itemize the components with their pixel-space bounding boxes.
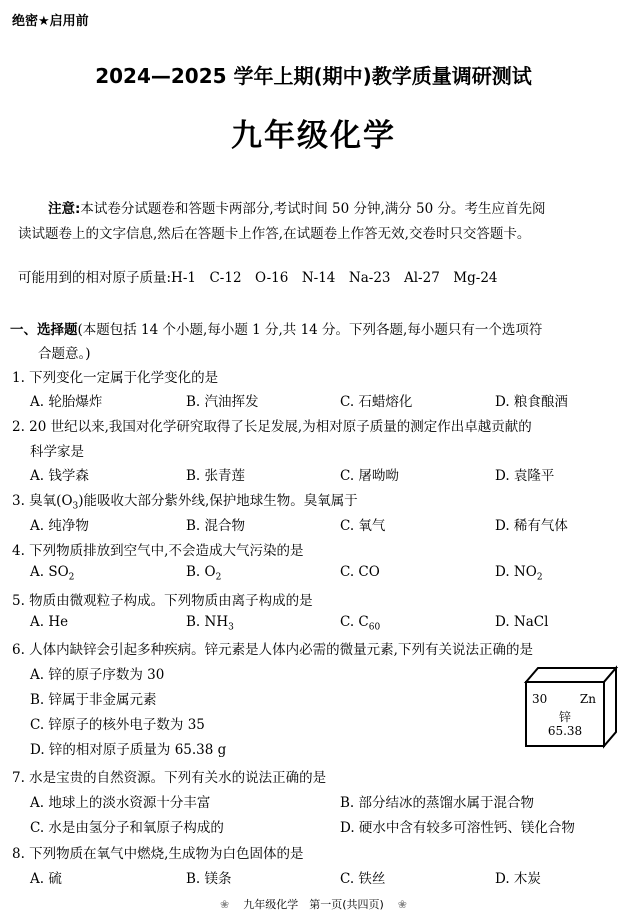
q2-option-c: C. 屠呦呦 xyxy=(340,468,399,484)
q4-option-d xyxy=(495,564,543,583)
q5-option-d: D. NaCl xyxy=(495,614,549,630)
section1-title: 一、选择题 xyxy=(10,322,78,338)
subject-title: 九年级化学 xyxy=(231,118,396,154)
footer-text: 九年级化学 第一页(共四页) xyxy=(243,898,384,911)
q5-b-text: B. NH xyxy=(186,614,229,630)
q5-option-b xyxy=(186,614,234,633)
q1-option-c: C. 石蜡熔化 xyxy=(340,394,413,410)
notice-label: 注意: xyxy=(48,201,81,217)
q4-option-b xyxy=(186,564,221,583)
q5-option-a: A. He xyxy=(30,614,69,630)
q5-c-sub: 60 xyxy=(368,622,381,633)
q7-option-d: D. 硬水中含有较多可溶性钙、镁化合物 xyxy=(340,820,575,836)
section1-heading xyxy=(10,318,542,338)
question-2-stem-cont: 科学家是 xyxy=(30,444,84,460)
question-7-stem: 7. 水是宝贵的自然资源。下列有关水的说法正确的是 xyxy=(12,770,327,786)
q4-d-sub: 2 xyxy=(536,572,543,583)
q6-option-c: C. 锌原子的核外电子数为 35 xyxy=(30,717,205,733)
q3-stem-b: )能吸收大部分紫外线,保护地球生物。臭氧属于 xyxy=(78,493,358,509)
question-3-stem xyxy=(12,489,358,512)
q4-a-text: A. SO xyxy=(30,564,69,580)
q7-option-b: B. 部分结冰的蒸馏水属于混合物 xyxy=(340,795,535,811)
q3-subscript: 3 xyxy=(72,501,79,512)
q8-option-b: B. 镁条 xyxy=(186,871,232,887)
page-footer xyxy=(0,896,627,912)
flower-icon: ❀ xyxy=(219,898,230,911)
notice-text-1: 本试卷分试题卷和答题卡两部分,考试时间 50 分钟,满分 50 分。考生应首先阅 xyxy=(80,201,546,217)
q4-b-text: B. O xyxy=(186,564,216,580)
zinc-symbol: Zn xyxy=(579,692,596,706)
question-5-stem: 5. 物质由微观粒子构成。下列物质由离子构成的是 xyxy=(12,593,313,609)
q4-option-a xyxy=(30,564,74,583)
q6-option-a: A. 锌的原子序数为 30 xyxy=(30,667,165,683)
q5-option-c xyxy=(340,614,380,633)
q3-option-d: D. 稀有气体 xyxy=(495,518,568,534)
q6-option-b: B. 锌属于非金属元素 xyxy=(30,692,157,708)
question-1-stem: 1. 下列变化一定属于化学变化的是 xyxy=(12,370,219,386)
q4-option-c: C. CO xyxy=(340,564,380,580)
q3-option-a: A. 纯净物 xyxy=(30,518,89,534)
q8-option-d: D. 木炭 xyxy=(495,871,541,887)
q3-option-c: C. 氧气 xyxy=(340,518,386,534)
exam-title: 2024—2025 学年上期(期中)教学质量调研测试 xyxy=(95,64,532,88)
flower-icon: ❀ xyxy=(397,898,408,911)
question-4-stem: 4. 下列物质排放到空气中,不会造成大气污染的是 xyxy=(12,543,304,559)
notice-line-1 xyxy=(48,197,546,217)
zinc-mass: 65.38 xyxy=(547,724,583,738)
confidential-mark: 绝密★启用前 xyxy=(12,14,89,29)
q3-option-b: B. 混合物 xyxy=(186,518,246,534)
q4-d-text: D. NO xyxy=(495,564,537,580)
section1-desc-2: 合题意。) xyxy=(38,346,91,362)
q2-option-b: B. 张青莲 xyxy=(186,468,246,484)
q1-option-d: D. 粮食酿酒 xyxy=(495,394,568,410)
section1-desc-1: (本题包括 14 个小题,每小题 1 分,共 14 分。下列各题,每小题只有一个选项符 xyxy=(77,322,543,338)
q7-option-a: A. 地球上的淡水资源十分丰富 xyxy=(30,795,211,811)
q3-stem-a: 3. 臭氧(O xyxy=(12,493,73,509)
q2-option-d: D. 袁隆平 xyxy=(495,468,555,484)
question-8-stem: 8. 下列物质在氧气中燃烧,生成物为白色固体的是 xyxy=(12,846,304,862)
atomic-masses: 可能用到的相对原子质量:H-1 C-12 O-16 N-14 Na-23 Al-27 Mg-24 xyxy=(18,270,498,286)
q8-option-a: A. 硫 xyxy=(30,871,62,887)
q5-b-sub: 3 xyxy=(228,622,234,633)
q6-option-d: D. 锌的相对原子质量为 65.38 g xyxy=(30,742,227,758)
q8-option-c: C. 铁丝 xyxy=(340,871,386,887)
q4-a-sub: 2 xyxy=(68,572,75,583)
q2-option-a: A. 钱学森 xyxy=(30,468,89,484)
zinc-name: 锌 xyxy=(558,710,571,724)
q4-b-sub: 2 xyxy=(215,572,222,583)
question-6-stem: 6. 人体内缺锌会引起多种疾病。锌元素是人体内必需的微量元素,下列有关说法正确的是 xyxy=(12,642,533,658)
q5-c-text: C. C xyxy=(340,614,369,630)
zinc-element-card xyxy=(526,682,604,746)
q1-option-b: B. 汽油挥发 xyxy=(186,394,259,410)
q1-option-a: A. 轮胎爆炸 xyxy=(30,394,103,410)
notice-line-2: 读试题卷上的文字信息,然后在答题卡上作答,在试题卷上作答无效,交卷时只交答题卡。 xyxy=(18,226,531,242)
q7-option-c: C. 水是由氢分子和氧原子构成的 xyxy=(30,820,224,836)
zinc-atomic-number: 30 xyxy=(532,692,548,706)
question-2-stem: 2. 20 世纪以来,我国对化学研究取得了长足发展,为相对原子质量的测定作出卓越贡献的 xyxy=(12,419,532,435)
